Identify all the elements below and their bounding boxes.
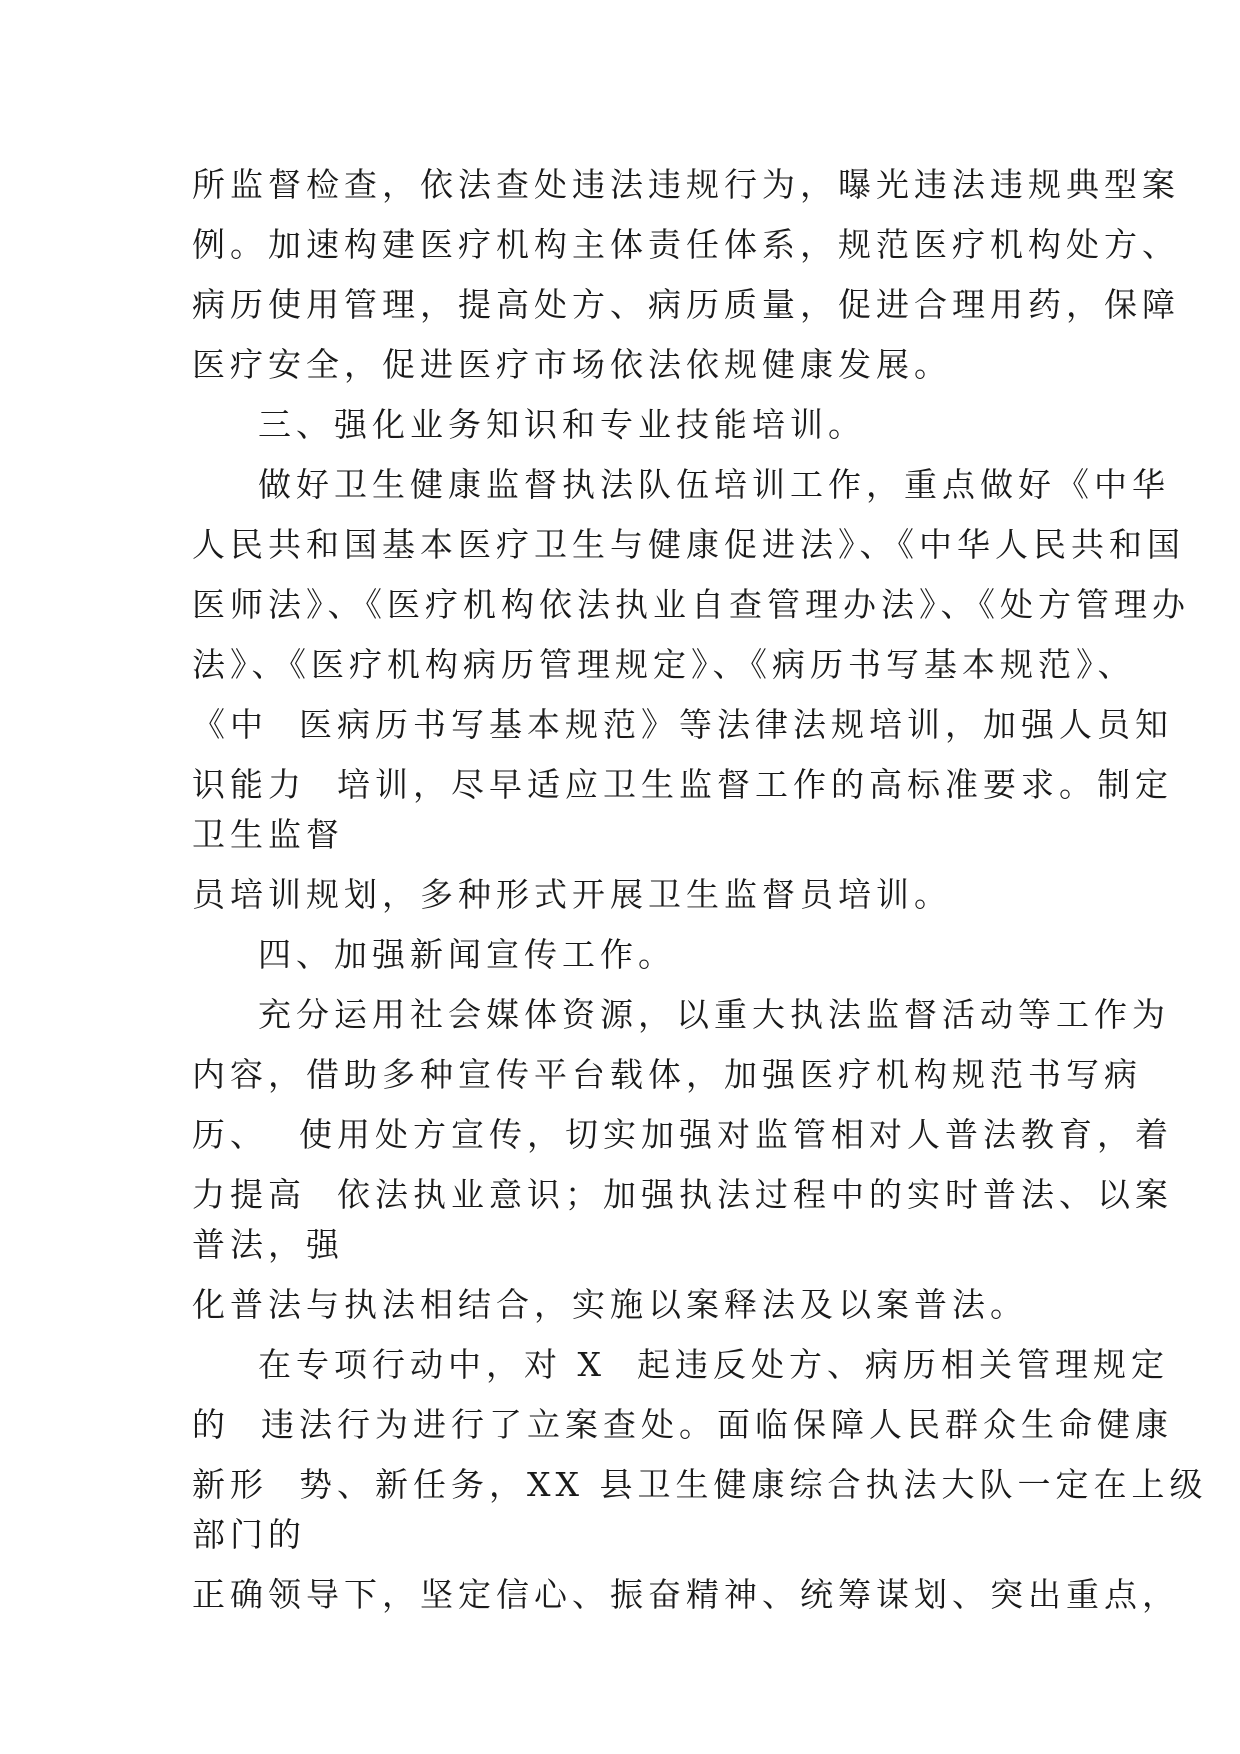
- text-line: 所监督检查，依法查处违法违规行为，曝光违法违规典型案: [192, 165, 1180, 204]
- text-line: 普法，强: [192, 1225, 344, 1264]
- text-line: 卫生监督: [192, 815, 344, 854]
- text-line: 内容，借助多种宣传平台载体，加强医疗机构规范书写病: [192, 1055, 1142, 1094]
- text-line: 《中 医病历书写基本规范》等法律法规培训，加强人员知: [192, 705, 1173, 744]
- text-line: 在专项行动中，对 X 起违反处方、病历相关管理规定: [258, 1345, 1169, 1384]
- text-line: 化普法与执法相结合，实施以案释法及以案普法。: [192, 1285, 1028, 1324]
- text-line: 部门的: [192, 1515, 306, 1554]
- text-line: 历、 使用处方宣传，切实加强对监管相对人普法教育，着: [192, 1115, 1173, 1154]
- text-line: 例。加速构建医疗机构主体责任体系，规范医疗机构处方、: [192, 225, 1180, 264]
- text-line: 新形 势、新任务，XX 县卫生健康综合执法大队一定在上级: [192, 1465, 1208, 1504]
- section-heading: 四、加强新闻宣传工作。: [258, 935, 676, 974]
- text-line: 医疗安全，促进医疗市场依法依规健康发展。: [192, 345, 952, 384]
- text-line: 病历使用管理，提高处方、病历质量，促进合理用药，保障: [192, 285, 1180, 324]
- text-line: 人民共和国基本医疗卫生与健康促进法》、《中华人民共和国: [192, 525, 1185, 564]
- text-line: 充分运用社会媒体资源，以重大执法监督活动等工作为: [258, 995, 1170, 1034]
- text-line: 员培训规划，多种形式开展卫生监督员培训。: [192, 875, 952, 914]
- text-line: 的 违法行为进行了立案查处。面临保障人民群众生命健康: [192, 1405, 1173, 1444]
- text-line: 法》、《医疗机构病历管理规定》、《病历书写基本规范》、: [192, 645, 1136, 684]
- section-heading: 三、强化业务知识和专业技能培训。: [258, 405, 866, 444]
- text-line: 医师法》、《医疗机构依法执业自查管理办法》、《处方管理办: [192, 585, 1190, 624]
- text-line: 力提高 依法执业意识；加强执法过程中的实时普法、以案: [192, 1175, 1173, 1214]
- text-line: 做好卫生健康监督执法队伍培训工作，重点做好《中华: [258, 465, 1170, 504]
- text-line: 正确领导下，坚定信心、振奋精神、统筹谋划、突出重点，: [192, 1575, 1180, 1614]
- text-line: 识能力 培训，尽早适应卫生监督工作的高标准要求。制定: [192, 765, 1173, 804]
